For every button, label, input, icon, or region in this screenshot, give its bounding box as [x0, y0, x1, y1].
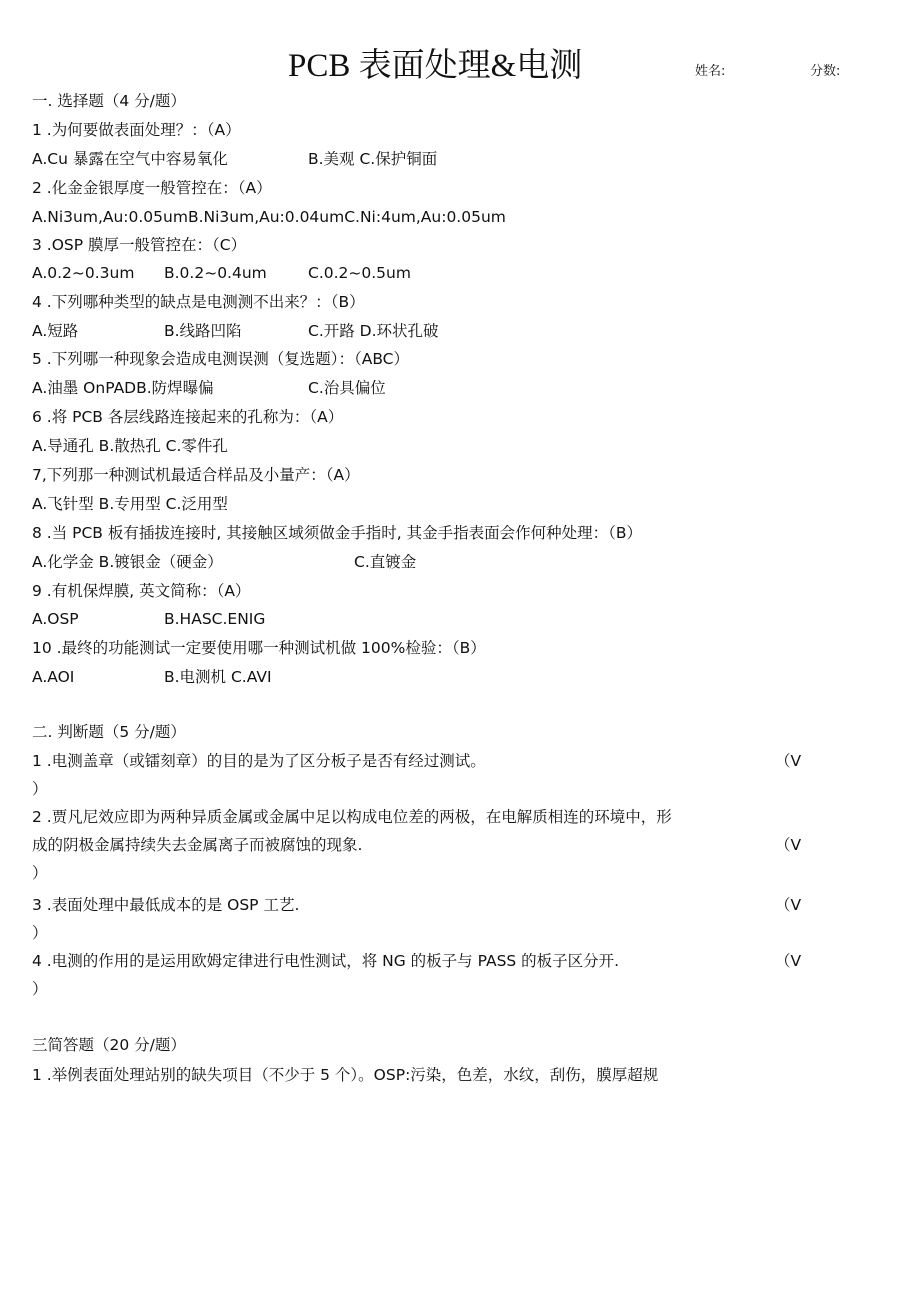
option-8c: C.直镀金: [354, 553, 417, 571]
answer-close-1: ）: [32, 780, 48, 798]
option-1bc: B.美观 C.保护铜面: [308, 150, 438, 168]
question-9: 9 .有机保焊膜, 英文简称：（A）: [32, 582, 251, 600]
question-8: 8 .当 PCB 板有插拔连接时, 其接触区域须做金手指时, 其金手指表面会作何种处理：（B）: [32, 524, 642, 542]
question-2: 2 .化金金银厚度一般管控在：（A）: [32, 179, 272, 197]
statement-2-line1: 2 .贾凡尼效应即为两种异质金属或金属中足以构成电位差的两极，在电解质相连的环境中，形: [32, 808, 672, 826]
answer-close-2: ）: [32, 864, 48, 882]
options-2: A.Ni3um,Au:0.05umB.Ni3um,Au:0.04umC.Ni:4um,Au:0.05um: [32, 208, 506, 226]
question-5: 5 .下列哪一种现象会造成电测误测（复选题）：（ABC）: [32, 350, 410, 368]
option-5ab: A.油墨 OnPADB.防焊曝偏: [32, 379, 214, 397]
option-10a: A.AOI: [32, 668, 75, 686]
option-3c: C.0.2~0.5um: [308, 264, 411, 282]
statement-2-line2: 成的阴极金属持续失去金属离子而被腐蚀的现象.: [32, 836, 363, 854]
option-9bc: B.HASC.ENIG: [164, 610, 266, 628]
statement-4: 4 .电测的作用的是运用欧姆定律进行电性测试，将 NG 的板子与 PASS 的板子区分开.: [32, 952, 620, 970]
options-6: A.导通孔 B.散热孔 C.零件孔: [32, 437, 228, 455]
option-3a: A.0.2~0.3um: [32, 264, 135, 282]
option-9a: A.OSP: [32, 610, 79, 628]
answer-mark-1: （V: [775, 752, 802, 770]
answer-mark-3: （V: [775, 896, 802, 914]
page-title: PCB 表面处理&电测: [288, 48, 583, 84]
option-8ab: A.化学金 B.镀银金（硬金）: [32, 553, 223, 571]
option-3b: B.0.2~0.4um: [164, 264, 267, 282]
statement-3: 3 .表面处理中最低成本的是 OSP 工艺.: [32, 896, 300, 914]
option-4b: B.线路凹陷: [164, 322, 242, 340]
option-10bc: B.电测机 C.AVI: [164, 668, 272, 686]
question-6: 6 .将 PCB 各层线路连接起来的孔称为：（A）: [32, 408, 344, 426]
answer-close-4: ）: [32, 980, 48, 998]
question-4: 4 .下列哪种类型的缺点是电测测不出来？：（B）: [32, 293, 365, 311]
question-7: 7,下列那一种测试机最适合样品及小量产：（A）: [32, 466, 360, 484]
option-4cd: C.开路 D.环状孔破: [308, 322, 439, 340]
answer-mark-4: （V: [775, 952, 802, 970]
section-heading-choice: 一. 选择题（4 分/题）: [32, 92, 186, 110]
answer-mark-2: （V: [775, 836, 802, 854]
options-7: A.飞针型 B.专用型 C.泛用型: [32, 495, 228, 513]
option-1a: A.Cu 暴露在空气中容易氧化: [32, 150, 228, 168]
section-heading-judgement: 二. 判断题（5 分/题）: [32, 723, 186, 741]
statement-1: 1 .电测盖章（或镭刻章）的目的是为了区分板子是否有经过测试。: [32, 752, 486, 770]
option-5c: C.治具偏位: [308, 379, 386, 397]
short-answer-1: 1 .举例表面处理站别的缺失项目（不少于 5 个）。OSP:污染，色差，水纹，刮伤，膜厚超规: [32, 1066, 659, 1084]
question-1: 1 .为何要做表面处理？：（A）: [32, 121, 241, 139]
option-4a: A.短路: [32, 322, 79, 340]
section-heading-short-answer: 三简答题（20 分/题）: [32, 1036, 186, 1054]
score-label: 分数:: [810, 64, 841, 79]
question-10: 10 .最终的功能测试一定要使用哪一种测试机做 100%检验：（B）: [32, 639, 486, 657]
question-3: 3 .OSP 膜厚一般管控在：（C）: [32, 236, 247, 254]
name-label: 姓名:: [695, 64, 726, 79]
answer-close-3: ）: [32, 924, 48, 942]
